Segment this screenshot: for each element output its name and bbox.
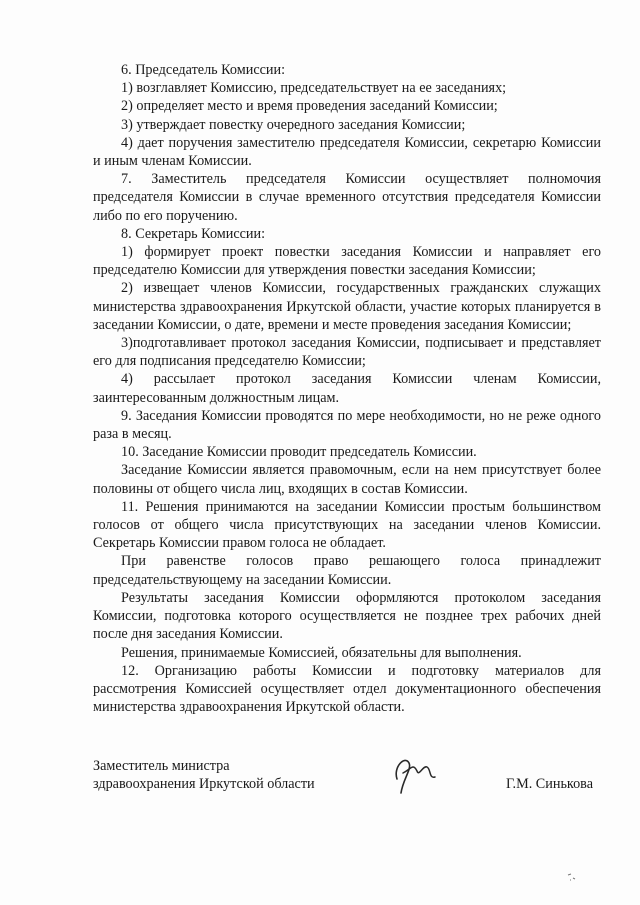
paragraph-item-10: 10. Заседание Комиссии проводит председатель Комиссии.: [121, 444, 477, 461]
paragraph-item-9: 9. Заседания Комиссии проводятся по мере необходимости, но не реже одного раза в месяц.: [93, 407, 601, 443]
paragraph-item-8-4: 4) рассылает протокол заседания Комиссии членам Комиссии, заинтересованным должностным лицам.: [93, 371, 601, 406]
paragraph-item-8-1: 1) формирует проект повестки заседания Комиссии и направляет его председателю Комиссии для утверждения повестки заседания Комиссии;: [93, 244, 601, 279]
scan-speck: [566, 872, 580, 882]
paragraph-item-6: 6. Председатель Комиссии:: [121, 62, 286, 78]
paragraph-item-8: 8. Секретарь Комиссии:: [121, 225, 266, 242]
paragraph-item-6-4: 4) дает поручения заместителю председателя Комиссии, секретарю Комиссии и иным членам Комиссии.: [93, 134, 601, 170]
signature-block: [93, 757, 601, 797]
paragraph-item-11: 11. Решения принимаются на заседании Комиссии простым большинством голосов от общего числа присутствующих на заседании членов Комиссии. Секретарь Комиссии правом голоса не обладает.: [93, 498, 601, 552]
paragraph-item-11-tie: При равенстве голосов право решающего голоса принадлежит председательствующему на заседании Комиссии.: [93, 553, 601, 588]
paragraph-item-8-2: 2) извещает членов Комиссии, государственных гражданских служащих министерства здравоохранения Иркутской области, участие которых планируется в заседании Комиссии, о дате, времени и месте проведения заседания Комиссии;: [93, 280, 601, 333]
paragraph-item-8-3: 3)подготавливает протокол заседания Комиссии, подписывает и представляет его для подписания председателю Комиссии;: [93, 335, 601, 370]
paragraph-item-12: 12. Организацию работы Комиссии и подготовку материалов для рассмотрения Комиссией осуществляет отдел документационного обеспечения министерства здравоохранения Иркутской области.: [93, 662, 601, 716]
paragraph-item-6-3: 3) утверждает повестку очередного заседания Комиссии;: [121, 116, 466, 133]
signatory-name: Г.М. Синькова: [505, 776, 593, 792]
paragraph-item-6-1: 1) возглавляет Комиссию, председательствует на ее заседаниях;: [121, 80, 507, 97]
paragraph-item-6-2: 2) определяет место и время проведения заседаний Комиссии;: [121, 98, 498, 115]
paragraph-item-11-results: Результаты заседания Комиссии оформляются протоколом заседания Комиссии, подготовка которого осуществляется не позднее трех рабочих дней после дня заседания Комиссии.: [93, 589, 601, 643]
paragraph-item-10-quorum: Заседание Комиссии является правомочным, если на нем присутствует более половины от общего числа лиц, входящих в состав Комиссии.: [93, 462, 601, 497]
document-body: [93, 61, 601, 716]
paragraph-item-11-binding: Решения, принимаемые Комиссией, обязательны для выполнения.: [121, 644, 522, 661]
paragraph-item-7: 7. Заместитель председателя Комиссии осуществляет полномочия председателя Комиссии в случае временного отсутствия председателя Комиссии либо по его поручению.: [93, 171, 601, 224]
signatory-position-line-1: Заместитель министра: [93, 758, 230, 774]
signatory-position: [93, 757, 315, 793]
handwritten-signature: [383, 749, 443, 799]
signatory-position-line-2: здравоохранения Иркутской области: [93, 776, 315, 793]
